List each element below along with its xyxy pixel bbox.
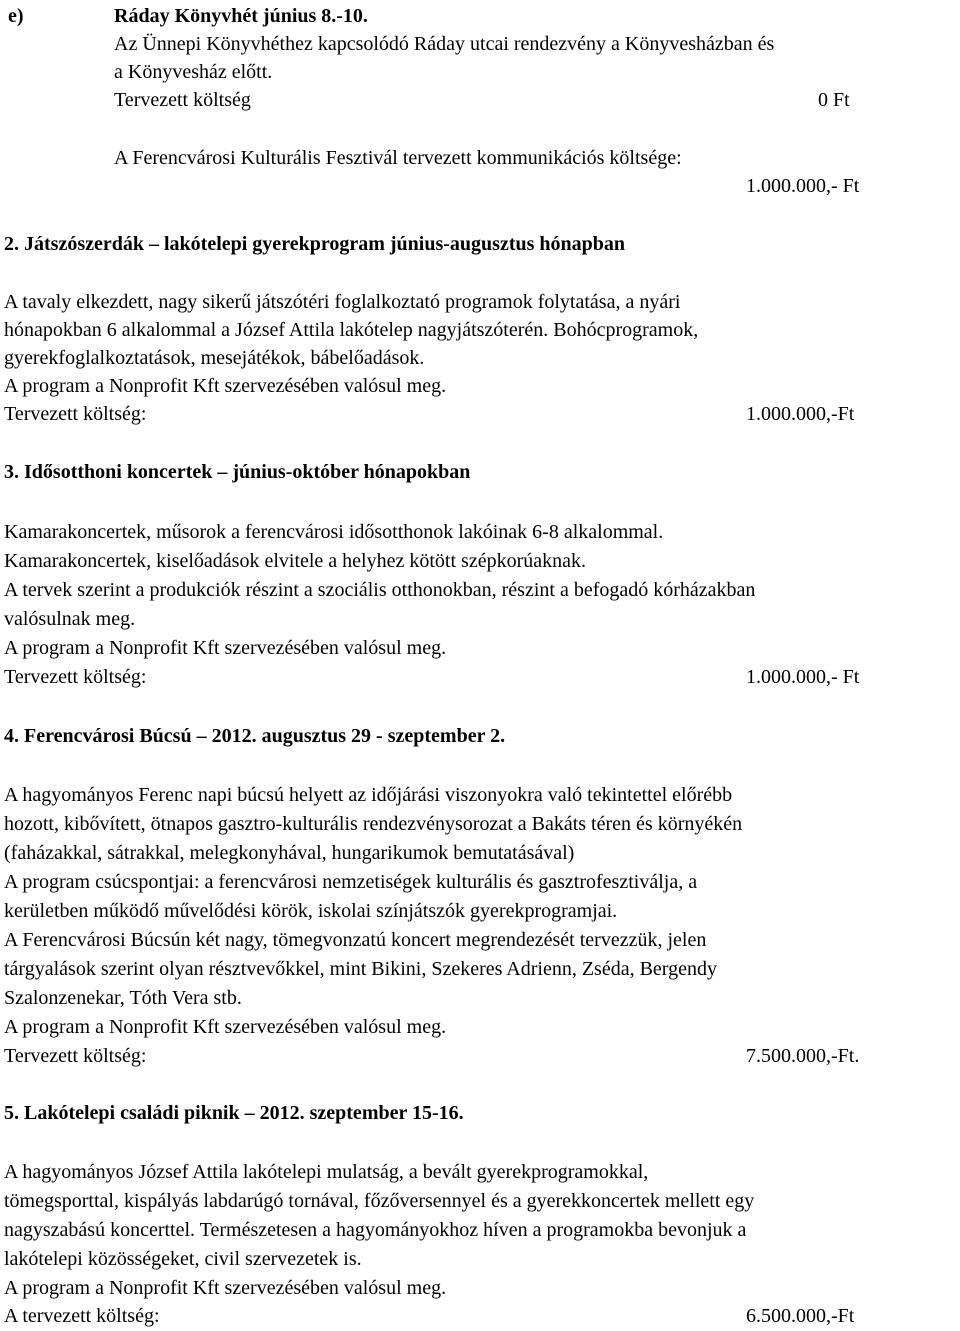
section-4-line2: hozott, kibővített, ötnapos gasztro-kulturális rendezvénysorozat a Bakáts téren és környékén <box>4 813 743 835</box>
section-4-cost-value: 7.500.000,-Ft. <box>746 1045 860 1067</box>
section-2-line3: gyerekfoglalkoztatások, mesejátékok, bábelőadások. <box>4 347 425 369</box>
section-4-line3: (faházakkal, sátrakkal, melegkonyhával, hungarikumok bemutatásával) <box>4 842 575 864</box>
section-2-line1 <box>4 288 956 317</box>
section-4-line8: Szalonzenekar, Tóth Vera stb. <box>4 987 242 1009</box>
section-2-line4: A program a Nonprofit Kft szervezésében valósul meg. <box>4 375 447 397</box>
section-4-line9: A program a Nonprofit Kft szervezésében valósul meg. <box>4 1016 447 1038</box>
section-e-desc-line2: a Könyvesház előtt. <box>114 61 273 83</box>
section-2-line2: hónapokban 6 alkalommal a József Attila lakótelep nagyjátszóterén. Bohócprogramok, <box>4 319 699 341</box>
section-5-line1: A hagyományos József Attila lakótelepi mulatság, a bevált gyerekprogramokkal, <box>4 1161 649 1183</box>
section-4-line6: A Ferencvárosi Búcsún két nagy, tömegvonzatú koncert megrendezését tervezzük, jelen <box>4 929 707 951</box>
section-4-line5: kerületben működő művelődési körök, iskolai színjátszók gyerekprogramjai. <box>4 900 618 922</box>
section-5-cost-label: A tervezett költség: <box>4 1305 160 1327</box>
section-3-title: 3. Idősotthoni koncertek – június-október hónapokban <box>4 461 471 483</box>
section-3-cost-label: Tervezett költség: <box>4 666 147 688</box>
section-e-comm-label: A Ferencvárosi Kulturális Fesztivál tervezett kommunikációs költsége: <box>114 147 682 169</box>
section-2-cost-value: 1.000.000,-Ft <box>746 403 855 425</box>
section-e-title: Ráday Könyvhét június 8.-10. <box>114 5 368 27</box>
section-3-line2: Kamarakoncertek, kiselőadások elvitele a helyhez kötött szépkorúaknak. <box>4 550 586 572</box>
section-e-cost-value: 0 Ft <box>818 89 850 111</box>
section-5-line2: tömegsporttal, kispályás labdarúgó tornával, főzőversennyel és a gyerekkoncertek mellett egy <box>4 1190 755 1212</box>
section-5-title: 5. Lakótelepi családi piknik – 2012. szeptember 15-16. <box>4 1102 464 1124</box>
section-3-line3: A tervek szerint a produkciók részint a szociális otthonokban, részint a befogadó kórházakban <box>4 579 756 601</box>
section-3-line5: A program a Nonprofit Kft szervezésében valósul meg. <box>4 637 447 659</box>
section-4-title: 4. Ferencvárosi Búcsú – 2012. augusztus 29 - szeptember 2. <box>4 725 506 747</box>
section-4-cost-label: Tervezett költség: <box>4 1045 147 1067</box>
section-5-line5: A program a Nonprofit Kft szervezésében valósul meg. <box>4 1277 447 1299</box>
section-e-comm-value: 1.000.000,- Ft <box>746 175 860 197</box>
section-4-line4: A program csúcspontjai: a ferencvárosi nemzetiségek kulturális és gasztrofesztiválja, a <box>4 871 698 893</box>
section-e-label: e) <box>8 5 24 27</box>
section-4-line1: A hagyományos Ferenc napi búcsú helyett az időjárási viszonyokra való tekintettel előrébb <box>4 784 733 806</box>
section-2-title: 2. Játszószerdák – lakótelepi gyerekprogram június-augusztus hónapban <box>4 233 625 255</box>
section-3-cost-value: 1.000.000,- Ft <box>746 666 860 688</box>
section-2-line1-text: A tavaly elkezdett, nagy sikerű játszótéri foglalkoztató programok folytatása, a nyári <box>4 291 681 313</box>
section-5-cost-value: 6.500.000,-Ft <box>746 1305 855 1327</box>
section-4-line7: tárgyalások szerint olyan résztvevőkkel, mint Bikini, Szekeres Adrienn, Zséda, Bergendy <box>4 958 717 980</box>
section-3-line4: valósulnak meg. <box>4 608 136 630</box>
section-e-desc-line1: Az Ünnepi Könyvhéthez kapcsolódó Ráday utcai rendezvény a Könyvesházban és <box>114 33 775 55</box>
section-3-line1: Kamarakoncertek, műsorok a ferencvárosi idősotthonok lakóinak 6-8 alkalommal. <box>4 521 664 543</box>
section-5-line4: lakótelepi közösségeket, civil szervezetek is. <box>4 1248 362 1270</box>
section-e-cost-label: Tervezett költség <box>114 89 251 111</box>
section-2-cost-label: Tervezett költség: <box>4 403 147 425</box>
section-5-line3: nagyszabású koncerttel. Természetesen a hagyományokhoz híven a programokba bevonjuk a <box>4 1219 747 1241</box>
